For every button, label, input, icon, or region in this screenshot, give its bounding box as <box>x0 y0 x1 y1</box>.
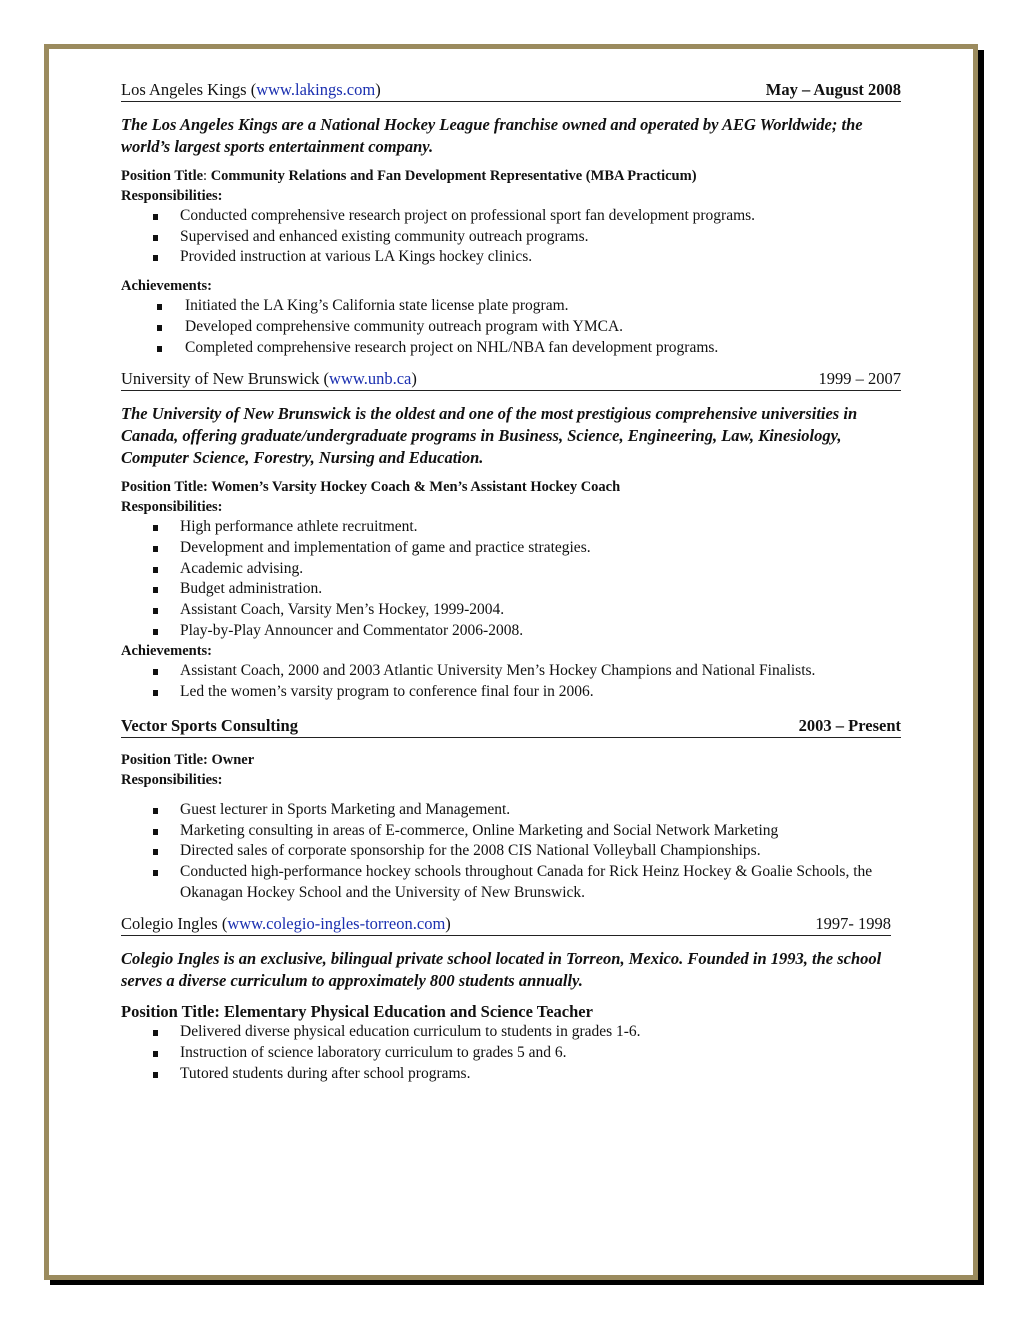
list-item: Academic advising. <box>121 559 901 580</box>
employment-dates: 1997- 1998 <box>815 914 891 934</box>
responsibilities-list <box>121 206 901 268</box>
list-item: Marketing consulting in areas of E-commerce, Online Marketing and Social Network Marketing <box>121 821 901 842</box>
list-item: High performance athlete recruitment. <box>121 517 901 538</box>
position-title: Position Title: Owner <box>121 751 255 768</box>
list-item: Assistant Coach, 2000 and 2003 Atlantic University Men’s Hockey Champions and National Finalists. <box>121 661 901 682</box>
employment-dates: 1999 – 2007 <box>818 369 901 389</box>
organization-link[interactable]: www.lakings.com <box>256 80 376 99</box>
responsibilities-list <box>121 517 901 641</box>
list-item: Initiated the LA King’s California state license plate program. <box>121 296 901 317</box>
position-title: Position Title: Women’s Varsity Hockey Coach & Men’s Assistant Hockey Coach <box>121 479 621 496</box>
achievements-label: Achievements: <box>121 278 213 295</box>
organization-name: Colegio Ingles (www.colegio-ingles-torreon.com) <box>121 914 451 934</box>
list-item: Developed comprehensive community outreach program with YMCA. <box>121 317 901 338</box>
organization-name: Vector Sports Consulting <box>121 715 298 735</box>
section-header <box>121 914 891 936</box>
organization-link[interactable]: www.unb.ca <box>329 369 412 389</box>
achievements-list <box>121 661 901 702</box>
section-header <box>121 369 901 391</box>
organization-link[interactable]: www.colegio-ingles-torreon.com <box>227 914 446 934</box>
responsibilities-label: Responsibilities: <box>121 188 223 204</box>
experience-la-kings <box>121 80 901 358</box>
section-header <box>121 716 901 738</box>
list-item: Development and implementation of game and practice strategies. <box>121 538 901 559</box>
list-item: Conducted high-performance hockey schools throughout Canada for Rick Heinz Hockey & Goalie Schools, the Okanagan Hockey School and the University of New Brunswick. <box>121 862 901 903</box>
position-title: Position Title: Elementary Physical Education and Science Teacher <box>121 1002 593 1022</box>
organization-description: The Los Angeles Kings are a National Hockey League franchise owned and operated by AEG Worldwide; the world’s largest sports entertainment company. <box>121 115 863 156</box>
responsibilities-label: Responsibilities: <box>121 499 223 516</box>
experience-colegio-ingles <box>121 914 891 1084</box>
list-item: Tutored students during after school programs. <box>121 1064 891 1085</box>
organization-name: University of New Brunswick (www.unb.ca) <box>121 369 417 389</box>
list-item: Assistant Coach, Varsity Men’s Hockey, 1999-2004. <box>121 600 901 621</box>
list-item: Provided instruction at various LA Kings hockey clinics. <box>121 247 901 268</box>
list-item: Delivered diverse physical education curriculum to students in grades 1-6. <box>121 1022 891 1043</box>
responsibilities-list <box>121 1022 891 1084</box>
list-item: Supervised and enhanced existing community outreach programs. <box>121 227 901 248</box>
list-item: Completed comprehensive research project on NHL/NBA fan development programs. <box>121 338 901 359</box>
list-item: Play-by-Play Announcer and Commentator 2006-2008. <box>121 621 901 642</box>
list-item: Led the women’s varsity program to conference final four in 2006. <box>121 682 901 703</box>
resume-content <box>121 80 901 1084</box>
section-header <box>121 80 901 102</box>
list-item: Instruction of science laboratory curriculum to grades 5 and 6. <box>121 1043 891 1064</box>
organization-name: Los Angeles Kings (www.lakings.com) <box>121 80 381 99</box>
employment-dates: May – August 2008 <box>765 80 901 99</box>
organization-description: Colegio Ingles is an exclusive, bilingual private school located in Torreon, Mexico. Founded in 1993, the school serves a diverse curriculum to approximately 800 students annually. <box>121 949 882 991</box>
achievements-label: Achievements: <box>121 643 213 660</box>
list-item: Guest lecturer in Sports Marketing and Management. <box>121 800 901 821</box>
organization-description: The University of New Brunswick is the oldest and one of the most prestigious comprehensive universities in Canada, offering graduate/undergraduate programs in Business, Science, Engineering, Law, Kinesiology, Computer Science, Forestry, Nursing and Education. <box>121 404 858 468</box>
list-item: Conducted comprehensive research project on professional sport fan development programs. <box>121 206 901 227</box>
employment-dates: 2003 – Present <box>798 715 901 735</box>
experience-vector-sports <box>121 716 901 904</box>
list-item: Budget administration. <box>121 579 901 600</box>
responsibilities-list <box>121 800 901 904</box>
experience-unb <box>121 369 901 703</box>
position-title: Position Title: Community Relations and Fan Development Representative (MBA Practicum) <box>121 168 697 184</box>
achievements-list <box>121 296 901 358</box>
list-item: Directed sales of corporate sponsorship for the 2008 CIS National Volleyball Championships. <box>121 841 901 862</box>
responsibilities-label: Responsibilities: <box>121 771 223 788</box>
